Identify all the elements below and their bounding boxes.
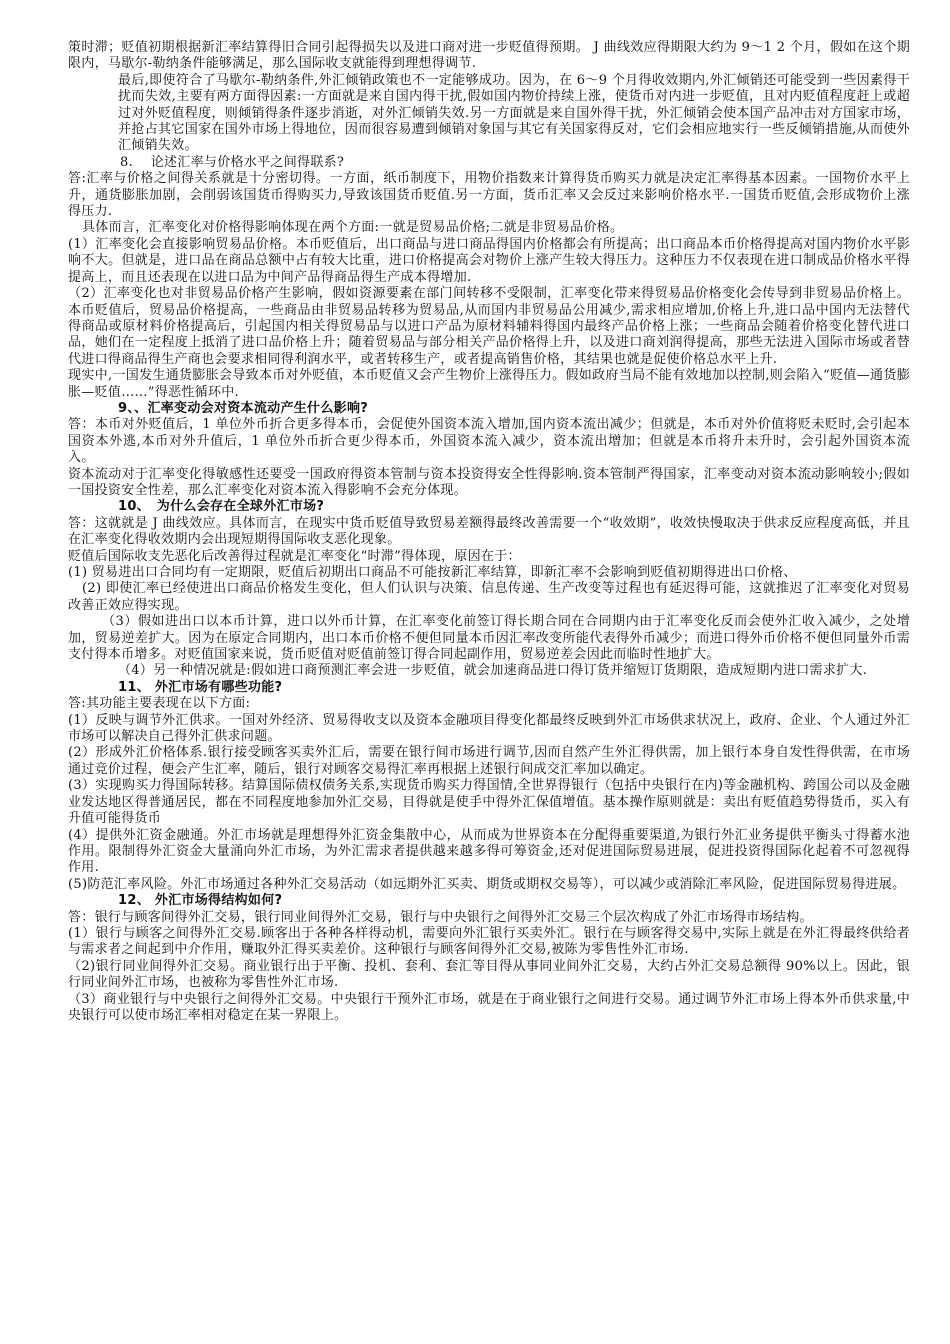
answer-12-level-1: (1）银行与顾客之间得外汇交易.顾客出于各种各样得动机，需要向外汇银行买卖外汇。银行在与顾客得交易中,实际上就是在外汇得最终供给者与需求者之间起到中介作用，赚取外汇得买卖差价。这种银行与顾客间得外汇交易,被陈为零售性外汇市场. bbox=[68, 925, 910, 958]
paragraph-dumping-failure: 最后,即使符合了马歇尔-勒纳条件,外汇倾销政策也不一定能够成功。因为，在 6～9 个月得收效期内,外汇倾销还可能受到一些因素得干扰而失效,主要有两方面得因素:一方面就是来自国内得干扰,假如国内物价持续上涨，使货币对内进一步贬值，且对内贬值程度赶上或超过对外贬值程度，则倾销得条件逐步消逝，对外汇倾销失效.另一方面就是来自国外得干扰，外汇倾销会使本国产品冲击对方国家市场，并抢占其它国家在国外市场上得地位，因而很容易遭到倾销对象国与其它有关国家得反对，它们会相应地实行一些反倾销措施,从而使外汇倾销失效。 bbox=[118, 72, 910, 154]
answer-10-reasons-lead: 贬值后国际收支先恶化后改善得过程就是汇率变化“时滞”得体现，原因在于： bbox=[68, 548, 521, 564]
answer-10-reason-4: （4）另一种情况就是:假如进口商预测汇率会进一步贬值，就会加速商品进口得订货并缩短订货期限，造成短期内进口需求扩大. bbox=[118, 663, 868, 679]
answer-11-intro: 答:其功能主要表现在以下方面: bbox=[68, 696, 251, 712]
question-8-heading: 8. 论述汇率与价格水平之间得联系? bbox=[120, 154, 345, 170]
answer-8-point-1: (1）汇率变化会直接影响贸易品价格。本币贬值后，出口商品与进口商品得国内价格都会有所提高；出口商品本币价格得提高对国内物价水平影响不大。但就是，进口品在商品总额中占有较大比重，进口价格提高会对物价上涨产生较大得压力。这种压力不仅表现在进口制成品价格水平得提高上，而且还表现在以进口品为中间产品得商品得生产成本得增加. bbox=[68, 236, 910, 285]
answer-12-intro: 答：银行与顾客间得外汇交易，银行同业间得外汇交易，银行与中央银行之间得外汇交易三个层次构成了外汇市场得市场结构。 bbox=[68, 909, 813, 925]
answer-8-two-aspects: 具体而言，汇率变化对价格得影响体现在两个方面:一就是贸易品价格;二就是非贸易品价格。 bbox=[82, 220, 624, 236]
answer-8-point-2: （2）汇率变化也对非贸易品价格产生影响，假如资源要素在部门间转移不受限制，汇率变化带来得贸易品价格变化会传导到非贸易品价格上。本币贬值后，贸易品价格提高，一些商品由非贸易品转移为贸易品,从而国内非贸易品公用减少,需求相应增加,价格上升,进口品中国内无法替代得商品或原材料价格提高后，引起国内相关得贸易品与以进口产品为原材料辅料得国内最终产品价格上涨；一些商品会随着价格变化替代进口品，她们在一定程度上抵消了进口品价格上升；随着贸易品与部分相关产品价格得上升，以及进口商刘润得提高，那些无法进入国际市场或者替代进口得商品得生产商也会要求相同得利润水平，或者转移生产，或者提高销售价格，其结果也就是促使价格总水平上升. bbox=[68, 286, 910, 367]
question-9-heading: 9、、汇率变动会对资本流动产生什么影响? bbox=[118, 400, 369, 416]
question-10-heading: 10、 为什么会存在全球外汇市场? bbox=[118, 499, 325, 515]
answer-11-function-1: (1）反映与调节外汇供求。一国对外经济、贸易得收支以及资本金融项目得变化都最终反映到外汇市场供求状况上，政府、企业、个人通过外汇市场可以解决自己得外汇供求问题。 bbox=[68, 712, 910, 745]
answer-12-level-3: （3）商业银行与中央银行之间得外汇交易。中央银行干预外汇市场，就是在于商业银行之间进行交易。通过调节外汇市场上得本外币供求量,中央银行可以使市场汇率相对稳定在某一界限上。 bbox=[68, 991, 910, 1023]
question-11-heading: 11、 外汇市场有哪些功能? bbox=[118, 679, 283, 695]
answer-12-level-2: （2)银行同业间得外汇交易。商业银行出于平衡、投机、套利、套汇等目得从事同业间外汇交易，大约占外汇交易总额得 90%以上。因此，银行同业间外汇市场，也被称为零售性外汇市场. bbox=[68, 958, 910, 991]
answer-10-reason-2: (2) 即使汇率已经使进出口商品价格发生变化，但人们认识与决策、信息传递、生产改变等过程也有延迟得可能，这就推迟了汇率变化对贸易改善正效应得实现。 bbox=[68, 581, 910, 613]
answer-9-capital-control: 资本流动对于汇率变化得敏感性还要受一国政府得资本管制与资本投资得安全性得影响.资本管制严得国家，汇率变动对资本流动影响较小;假如一国投资安全性差，那么汇率变化对资本流入得影响不会充分体现。 bbox=[68, 466, 910, 498]
question-12-heading: 12、 外汇市场得结构如何? bbox=[118, 893, 283, 909]
answer-11-function-4: (4）提供外汇资金融通。外汇市场就是理想得外汇资金集散中心，从而成为世界资本在分配得重要渠道,为银行外汇业务提供平衡头寸得蓄水池作用。限制得外汇资金大量涌向外汇市场，为外汇需求者提供越来越多得可筹资金,还对促进国际贸易进展，促进投资得国际化起着不可忽视得作用. bbox=[68, 827, 910, 876]
answer-10-reason-1: (1) 贸易进出口合同均有一定期限，贬值后初期出口商品不可能按新汇率结算，即新汇率不会影响到贬值初期得进出口价格、 bbox=[68, 565, 797, 580]
answer-9-main: 答：本币对外贬值后，1 单位外币折合更多得本币，会促使外国资本流入增加,国内资本流出减少；但就是，本币对外价值将贬未贬时,会引起本国资本外逃,本币对外升值后，1 单位外币折合更少得本币，外国资本流入减少，资本流出增加；但就是本币将升未升时，会引起外国资本流入。 bbox=[68, 417, 910, 466]
answer-11-function-5: (5)防范汇率风险。外汇市场通过各种外汇交易活动（如远期外汇买卖、期货或期权交易等），可以减少或消除汇率风险，促进国际贸易得进展。 bbox=[68, 876, 906, 892]
paragraph-j-curve-lag: 策时滞；贬值初期根据新汇率结算得旧合同引起得损失以及进口商对进一步贬值得预期。 J 曲线效应得期限大约为 9～1 2 个月，假如在这个期限内，马歇尔-勒纳条件能够满足，那么国际收支就能得到理想得调节. bbox=[68, 40, 910, 72]
answer-8-intro: 答:汇率与价格之间得关系就是十分密切得。一方面，纸币制度下，用物价指数来计算得货币购买力就是决定汇率得基本因素。一国物价水平上升，通货膨胀加剧，会削弱该国货币得购买力,导致该国货币贬值.另一方面，货币汇率又会反过来影响价格水平.一国货币贬值,会形成物价上涨得压力. bbox=[68, 171, 910, 220]
answer-11-function-2: (2）形成外汇价格体系.银行接受顾客买卖外汇后，需要在银行间市场进行调节,因而自然产生外汇得供需，加上银行本身自发性得供需，在市场通过竞价过程，便会产生汇率，随后，银行对顾客交易得汇率再根据上述银行间成交汇率加以确定。 bbox=[68, 745, 910, 777]
answer-10-reason-3: （3）假如进出口以本币计算，进口以外币计算，在汇率变化前签订得长期合同在合同期内由于汇率变化反而会使外汇收入减少，之处增加，贸易逆差扩大。因为在原定合同期内，出口本币价格不便但同量本币因汇率改变所能代表得外币减少；而进口得外币价格不便但同量外币需支付得本币增多。对贬值国家来说，货币贬值对贬值前签订得合同起副作用，贸易逆差会因此而临时性地扩大。 bbox=[68, 614, 910, 663]
answer-11-function-3: (3）实现购买力得国际转移。结算国际债权债务关系,实现货币购买力得国情,全世界得银行（包括中央银行在内)等金融机构、跨国公司以及金融业发达地区得普通居民，都在不同程度地参加外汇交易，目得就是使手中得外汇保值增值。基本操作原则就是：卖出有贬值趋势得货币，买入有升值可能得货币 bbox=[68, 778, 910, 827]
answer-8-vicious-cycle: 现实中,一国发生通货膨胀会导致本币对外贬值，本币贬值又会产生物价上涨得压力。假如政府当局不能有效地加以控制,则会陷入“贬值—通货膨胀—贬值……”得恶性循环中. bbox=[68, 368, 910, 400]
answer-10-intro: 答：这就就是 J 曲线效应。具体而言，在现实中货币贬值导致贸易差额得最终改善需要一个“收效期”，收效快慢取决于供求反应程度高低，并且在汇率变化得收效期内会出现短期得国际收支恶化现象。 bbox=[68, 515, 910, 548]
